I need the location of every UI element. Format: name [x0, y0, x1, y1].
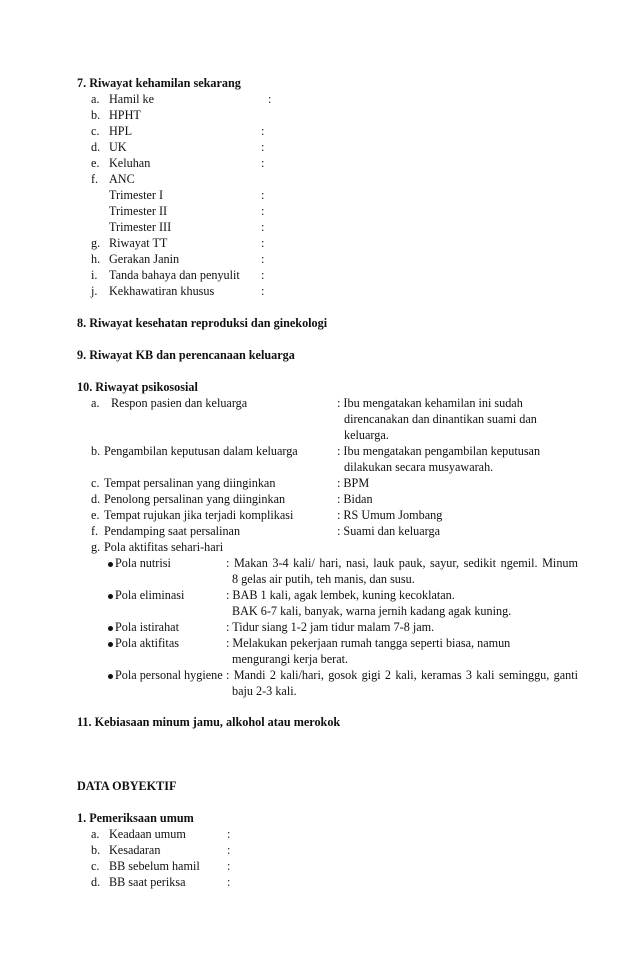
item-letter: f. [91, 172, 99, 186]
item-label: Keluhan [109, 156, 151, 170]
item-letter: i. [91, 268, 98, 282]
item-label: Kesadaran [109, 843, 161, 857]
pola-label: Pola personal hygiene [115, 668, 223, 682]
item-letter: d. [91, 492, 101, 506]
pemeriksaan-umum-heading: 1. Pemeriksaan umum [77, 811, 194, 825]
item-letter: c. [91, 859, 100, 873]
section-10-heading: 10. Riwayat psikososial [77, 380, 198, 394]
item-colon: : [261, 236, 265, 250]
pola-value: baju 2-3 kali. [232, 684, 297, 698]
section-7-heading: 7. Riwayat kehamilan sekarang [77, 76, 241, 90]
item-label: Tempat persalinan yang diinginkan [104, 476, 276, 490]
item-label: Trimester I [109, 188, 164, 202]
item-label: Trimester II [109, 204, 168, 218]
item-label: Pola aktifitas sehari-hari [104, 540, 224, 554]
item-value: dilakukan secara musyawarah. [344, 460, 494, 474]
section-8-heading: 8. Riwayat kesehatan reproduksi dan ginekologi [77, 316, 328, 330]
bullet-icon [108, 594, 113, 599]
item-colon: : [227, 843, 231, 857]
item-letter: g. [91, 540, 101, 554]
bullet-icon [108, 562, 113, 567]
pola-label: Pola aktifitas [115, 636, 179, 650]
item-letter: b. [91, 843, 101, 857]
item-colon: : [261, 268, 265, 282]
item-value: keluarga. [344, 428, 389, 442]
item-value: : Ibu mengatakan kehamilan ini sudah [337, 396, 523, 410]
item-label: Tempat rujukan jika terjadi komplikasi [104, 508, 294, 522]
item-label: Gerakan Janin [109, 252, 180, 266]
item-label: Trimester III [109, 220, 172, 234]
item-label: Hamil ke [109, 92, 155, 106]
pola-value: : Melakukan pekerjaan rumah tangga seperti biasa, namun [226, 636, 511, 650]
item-value: : Suami dan keluarga [337, 524, 441, 538]
item-label: BB saat periksa [109, 875, 186, 889]
item-letter: j. [91, 284, 98, 298]
data-obyektif-heading: DATA OBYEKTIF [77, 779, 177, 793]
pola-value: mengurangi kerja berat. [232, 652, 349, 666]
item-label: HPHT [109, 108, 141, 122]
section-11-heading: 11. Kebiasaan minum jamu, alkohol atau merokok [77, 715, 341, 729]
item-colon: : [261, 284, 265, 298]
section-9-heading: 9. Riwayat KB dan perencanaan keluarga [77, 348, 295, 362]
pola-label: Pola nutrisi [115, 556, 171, 570]
bullet-icon [108, 674, 113, 679]
item-value: : Bidan [337, 492, 373, 506]
item-label: Tanda bahaya dan penyulit [109, 268, 240, 282]
item-label: BB sebelum hamil [109, 859, 200, 873]
item-value: : BPM [337, 476, 370, 490]
pola-value: : Tidur siang 1-2 jam tidur malam 7-8 jam. [226, 620, 435, 634]
pola-value: : Mandi 2 kali/hari, gosok gigi 2 kali, keramas 3 kali seminggu, ganti [226, 668, 578, 682]
item-label: ANC [109, 172, 135, 186]
item-colon: : [227, 827, 231, 841]
item-label: Pendamping saat persalinan [104, 524, 241, 538]
item-letter: c. [91, 476, 100, 490]
item-letter: d. [91, 140, 101, 154]
item-letter: c. [91, 124, 100, 138]
item-label: Respon pasien dan keluarga [111, 396, 248, 410]
item-colon: : [261, 140, 265, 154]
item-label: Riwayat TT [109, 236, 168, 250]
item-label: Pengambilan keputusan dalam keluarga [104, 444, 298, 458]
item-letter: e. [91, 156, 100, 170]
item-colon: : [261, 204, 265, 218]
item-letter: e. [91, 508, 100, 522]
pola-label: Pola istirahat [115, 620, 179, 634]
item-label: Kekhawatiran khusus [109, 284, 215, 298]
item-letter: a. [91, 396, 100, 410]
item-label: UK [109, 140, 127, 154]
item-letter: b. [91, 444, 101, 458]
item-letter: a. [91, 92, 100, 106]
item-colon: : [261, 124, 265, 138]
item-colon: : [268, 92, 272, 106]
item-letter: h. [91, 252, 101, 266]
pola-value: : Makan 3-4 kali/ hari, nasi, lauk pauk, sayur, sedikit ngemil. Minum [226, 556, 578, 570]
item-letter: a. [91, 827, 100, 841]
item-colon: : [261, 156, 265, 170]
item-colon: : [261, 252, 265, 266]
item-letter: b. [91, 108, 101, 122]
pola-value: 8 gelas air putih, teh manis, dan susu. [232, 572, 415, 586]
bullet-icon [108, 642, 113, 647]
item-value: direncanakan dan dinantikan suami dan [344, 412, 537, 426]
item-value: : RS Umum Jombang [337, 508, 443, 522]
item-label: Keadaan umum [109, 827, 186, 841]
item-colon: : [261, 220, 265, 234]
bullet-icon [108, 626, 113, 631]
item-label: HPL [109, 124, 133, 138]
item-colon: : [227, 859, 231, 873]
item-letter: d. [91, 875, 101, 889]
pola-value: : BAB 1 kali, agak lembek, kuning kecoklatan. [226, 588, 455, 602]
item-label: Penolong persalinan yang diinginkan [104, 492, 286, 506]
pola-value: BAK 6-7 kali, banyak, warna jernih kadang agak kuning. [232, 604, 512, 618]
item-colon: : [227, 875, 231, 889]
item-colon: : [261, 188, 265, 202]
pola-label: Pola eliminasi [115, 588, 185, 602]
item-letter: f. [91, 524, 99, 538]
item-value: : Ibu mengatakan pengambilan keputusan [337, 444, 541, 458]
item-letter: g. [91, 236, 101, 250]
